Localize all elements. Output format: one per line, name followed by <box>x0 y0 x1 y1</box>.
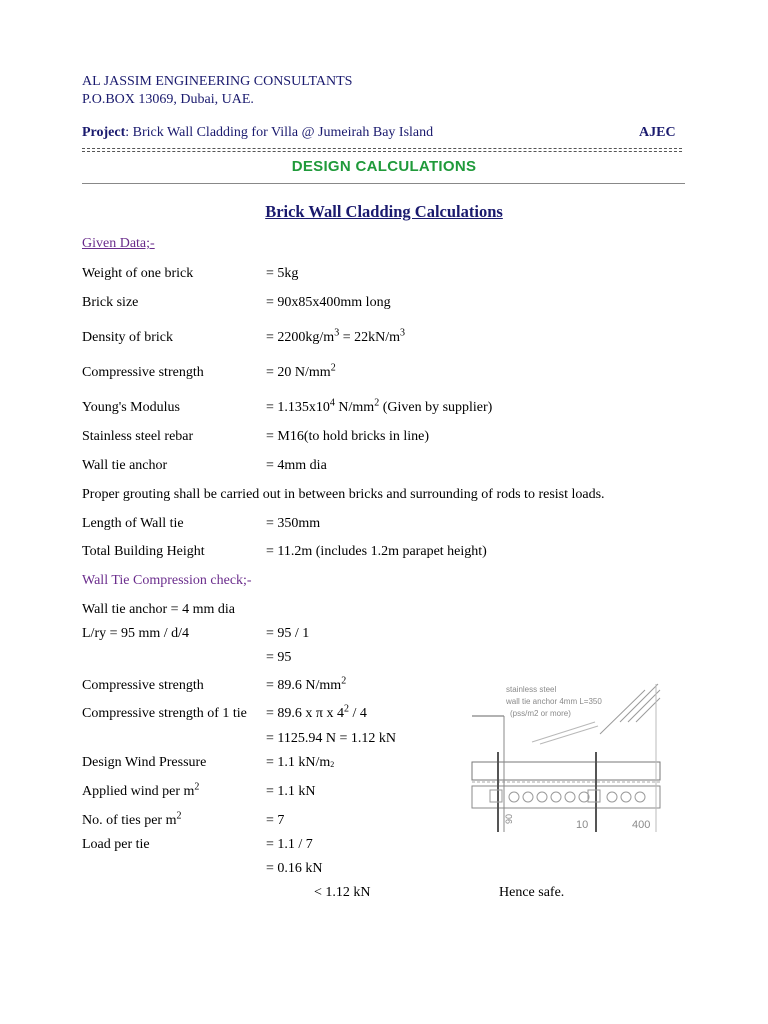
anchor-value: = 4mm dia <box>266 458 327 473</box>
header-divider-2 <box>82 151 682 152</box>
weight-value: = 5kg <box>266 266 299 281</box>
ties-label: No. of ties per $m^2$ <box>82 810 182 828</box>
density-label: Density of brick <box>82 330 173 345</box>
check-anchor-line: Wall tie anchor = 4 mm dia <box>82 602 235 617</box>
anchor-label: Wall tie anchor <box>82 458 168 473</box>
wall-tie-detail-drawing <box>470 682 662 842</box>
comp-tie-value: = 89.6 x π x $4^2 / 4$ <box>266 703 367 721</box>
check-heading: Wall Tie Compression check;- <box>82 573 252 588</box>
lry-value: = 95 / 1 <box>266 626 310 641</box>
youngs-value: = $1.135x10^4$ $N/mm^2$ (Given by supplier) <box>266 397 493 415</box>
drawing-note-1: stainless steel <box>506 685 557 694</box>
company-address: P.O.BOX 13069, Dubai, UAE. <box>82 92 254 107</box>
project-line <box>82 125 433 141</box>
height-label: Total Building Height <box>82 544 205 559</box>
lry-result: = 95 <box>266 650 292 665</box>
drawing-dim-1: 10 <box>576 819 589 831</box>
density-value: = $2200kg/m^3 = 22kN/m^3$ <box>266 327 405 345</box>
project-value: : Brick Wall Cladding for Villa @ Jumeirah Bay Island <box>125 125 434 140</box>
wind-value: = 1.1 $kN/m_2$ <box>266 755 335 770</box>
applied-value: = 1.1 kN <box>266 784 316 799</box>
youngs-label: Young's Modulus <box>82 400 180 415</box>
load-label: Load per tie <box>82 837 150 852</box>
check-comp-label: Compressive strength <box>82 678 204 693</box>
check-comp-value: = 89.6 $N/mm^2$ <box>266 675 347 693</box>
wind-label: Design Wind Pressure <box>82 755 207 770</box>
drawing-note-3: (pss/m2 or more) <box>510 709 571 718</box>
ties-value: = 7 <box>266 813 285 828</box>
size-label: Brick size <box>82 295 139 310</box>
given-heading: Given Data;- <box>82 236 155 251</box>
drawing-dim-3: 90 <box>504 813 514 824</box>
size-value: = 90x85x400mm long <box>266 295 391 310</box>
comp-value: = 20 $N/mm^2$ <box>266 362 336 380</box>
title-divider <box>82 183 685 184</box>
rebar-value: = M16(to hold bricks in line) <box>266 429 430 444</box>
tie-length-label: Length of Wall tie <box>82 516 184 531</box>
comp-label: Compressive strength <box>82 365 204 380</box>
section-subtitle: Brick Wall Cladding Calculations <box>265 202 503 221</box>
lry-label: L/ry = 95 mm / d/4 <box>82 626 190 641</box>
rebar-label: Stainless steel rebar <box>82 429 194 444</box>
doc-title: DESIGN CALCULATIONS <box>291 158 477 175</box>
company-name: AL JASSIM ENGINEERING CONSULTANTS <box>82 74 353 89</box>
compare-value: < 1.12 kN <box>314 885 371 900</box>
comp-tie-result: = 1125.94 N = 1.12 kN <box>266 731 396 746</box>
weight-label: Weight of one brick <box>82 266 194 281</box>
tie-length-value: = 350mm <box>266 516 321 531</box>
applied-label: Applied wind per $m^2$ <box>82 781 200 799</box>
grout-note: Proper grouting shall be carried out in between bricks and surrounding of rods to resist loads. <box>82 487 605 502</box>
project-code: AJEC <box>639 125 676 140</box>
drawing-note-2: wall tie anchor 4mm L=350 <box>506 697 602 706</box>
load-result: = 0.16 kN <box>266 861 323 876</box>
header-divider <box>82 148 682 149</box>
conclusion: Hence safe. <box>499 885 565 900</box>
comp-tie-label: Compressive strength of 1 tie <box>82 706 247 721</box>
load-value: = 1.1 / 7 <box>266 837 313 852</box>
drawing-dim-2: 400 <box>632 819 651 831</box>
project-label: Project <box>82 125 126 140</box>
height-value: = 11.2m (includes 1.2m parapet height) <box>266 544 487 559</box>
